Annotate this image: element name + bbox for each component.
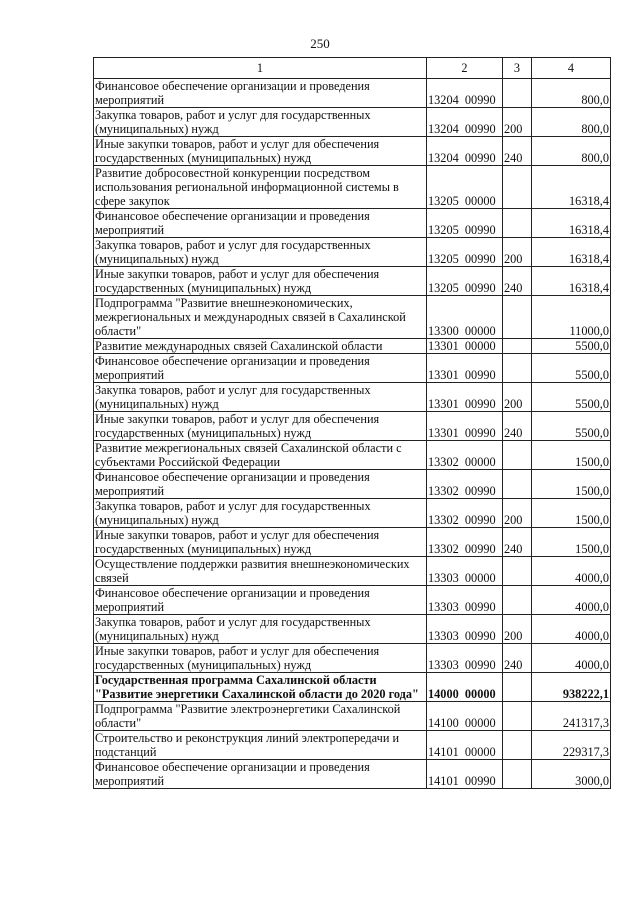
table-row	[94, 354, 611, 383]
row-sum-cell: 1500,0	[532, 528, 611, 557]
table-row	[94, 238, 611, 267]
table-row	[94, 528, 611, 557]
row-code-cell: 14101 00990	[427, 760, 503, 789]
row-sum-cell: 16318,4	[532, 209, 611, 238]
column-header-code: 2	[427, 58, 503, 79]
table-row	[94, 137, 611, 166]
table-row	[94, 673, 611, 702]
row-type-cell	[503, 209, 532, 238]
row-name-cell: Иные закупки товаров, работ и услуг для обеспечения государственных (муниципальных) нужд	[94, 267, 427, 296]
row-name-cell: Государственная программа Сахалинской области "Развитие энергетики Сахалинской области до 2020 года"	[94, 673, 427, 702]
row-type-cell	[503, 702, 532, 731]
table-row	[94, 209, 611, 238]
row-type-cell	[503, 557, 532, 586]
row-code-cell: 13204 00990	[427, 137, 503, 166]
row-type-cell: 240	[503, 137, 532, 166]
table-row	[94, 702, 611, 731]
row-sum-cell: 5500,0	[532, 354, 611, 383]
row-sum-cell: 1500,0	[532, 499, 611, 528]
row-name-cell: Закупка товаров, работ и услуг для государственных (муниципальных) нужд	[94, 499, 427, 528]
row-type-cell	[503, 760, 532, 789]
table-row	[94, 383, 611, 412]
row-name-cell: Развитие добросовестной конкуренции посредством использования региональной информационной системы в сфере закупок	[94, 166, 427, 209]
row-name-cell: Иные закупки товаров, работ и услуг для обеспечения государственных (муниципальных) нужд	[94, 528, 427, 557]
row-name-cell: Финансовое обеспечение организации и проведения мероприятий	[94, 470, 427, 499]
table-row	[94, 615, 611, 644]
page-number: 250	[310, 36, 330, 51]
row-code-cell: 13302 00990	[427, 499, 503, 528]
row-type-cell: 200	[503, 499, 532, 528]
table-row	[94, 412, 611, 441]
row-code-cell: 14000 00000	[427, 673, 503, 702]
row-name-cell: Развитие международных связей Сахалинской области	[94, 339, 427, 354]
row-name-cell: Закупка товаров, работ и услуг для государственных (муниципальных) нужд	[94, 238, 427, 267]
row-sum-cell: 4000,0	[532, 557, 611, 586]
row-code-cell: 13301 00990	[427, 354, 503, 383]
row-code-cell: 13205 00000	[427, 166, 503, 209]
row-name-cell: Подпрограмма "Развитие электроэнергетики Сахалинской области"	[94, 702, 427, 731]
table-row	[94, 441, 611, 470]
row-type-cell	[503, 586, 532, 615]
table-row	[94, 470, 611, 499]
row-code-cell: 13303 00990	[427, 644, 503, 673]
row-code-cell: 13204 00990	[427, 108, 503, 137]
table-row	[94, 499, 611, 528]
row-type-cell: 200	[503, 383, 532, 412]
row-type-cell	[503, 79, 532, 108]
row-sum-cell: 3000,0	[532, 760, 611, 789]
row-type-cell	[503, 354, 532, 383]
row-code-cell: 13303 00990	[427, 615, 503, 644]
row-code-cell: 13302 00000	[427, 441, 503, 470]
row-code-cell: 13301 00990	[427, 383, 503, 412]
row-name-cell: Закупка товаров, работ и услуг для государственных (муниципальных) нужд	[94, 108, 427, 137]
row-sum-cell: 229317,3	[532, 731, 611, 760]
row-sum-cell: 16318,4	[532, 166, 611, 209]
column-header-type: 3	[503, 58, 532, 79]
row-type-cell: 240	[503, 267, 532, 296]
row-type-cell: 240	[503, 412, 532, 441]
table-row	[94, 79, 611, 108]
row-name-cell: Финансовое обеспечение организации и проведения мероприятий	[94, 760, 427, 789]
row-type-cell	[503, 339, 532, 354]
row-name-cell: Закупка товаров, работ и услуг для государственных (муниципальных) нужд	[94, 615, 427, 644]
table-row	[94, 108, 611, 137]
row-type-cell	[503, 166, 532, 209]
column-header-name: 1	[94, 58, 427, 79]
row-sum-cell: 800,0	[532, 137, 611, 166]
row-type-cell: 200	[503, 238, 532, 267]
row-sum-cell: 241317,3	[532, 702, 611, 731]
row-code-cell: 13205 00990	[427, 238, 503, 267]
table-row	[94, 267, 611, 296]
row-type-cell	[503, 673, 532, 702]
table-row	[94, 557, 611, 586]
table-row	[94, 339, 611, 354]
row-sum-cell: 5500,0	[532, 339, 611, 354]
row-sum-cell: 4000,0	[532, 586, 611, 615]
row-sum-cell: 800,0	[532, 79, 611, 108]
row-name-cell: Подпрограмма "Развитие внешнеэкономических, межрегиональных и международных связей в Сахалинской области"	[94, 296, 427, 339]
row-code-cell: 13303 00990	[427, 586, 503, 615]
row-code-cell: 13301 00000	[427, 339, 503, 354]
table-row	[94, 296, 611, 339]
row-type-cell	[503, 296, 532, 339]
row-sum-cell: 5500,0	[532, 383, 611, 412]
row-sum-cell: 1500,0	[532, 470, 611, 499]
row-name-cell: Осуществление поддержки развития внешнеэкономических связей	[94, 557, 427, 586]
table-row	[94, 644, 611, 673]
row-sum-cell: 1500,0	[532, 441, 611, 470]
row-name-cell: Строительство и реконструкция линий электропередачи и подстанций	[94, 731, 427, 760]
table-header-row	[94, 58, 611, 79]
row-type-cell	[503, 441, 532, 470]
row-code-cell: 13303 00000	[427, 557, 503, 586]
row-type-cell: 240	[503, 644, 532, 673]
row-name-cell: Иные закупки товаров, работ и услуг для обеспечения государственных (муниципальных) нужд	[94, 644, 427, 673]
row-code-cell: 13204 00990	[427, 79, 503, 108]
row-sum-cell: 16318,4	[532, 238, 611, 267]
row-name-cell: Финансовое обеспечение организации и проведения мероприятий	[94, 354, 427, 383]
row-name-cell: Иные закупки товаров, работ и услуг для обеспечения государственных (муниципальных) нужд	[94, 412, 427, 441]
table-row	[94, 731, 611, 760]
row-type-cell: 200	[503, 108, 532, 137]
column-header-sum: 4	[532, 58, 611, 79]
row-sum-cell: 16318,4	[532, 267, 611, 296]
row-code-cell: 13301 00990	[427, 412, 503, 441]
row-sum-cell: 938222,1	[532, 673, 611, 702]
row-name-cell: Финансовое обеспечение организации и проведения мероприятий	[94, 586, 427, 615]
row-sum-cell: 11000,0	[532, 296, 611, 339]
row-type-cell: 240	[503, 528, 532, 557]
row-type-cell	[503, 470, 532, 499]
row-type-cell: 200	[503, 615, 532, 644]
table-row	[94, 166, 611, 209]
row-code-cell: 14101 00000	[427, 731, 503, 760]
row-code-cell: 13205 00990	[427, 209, 503, 238]
row-code-cell: 13205 00990	[427, 267, 503, 296]
row-sum-cell: 5500,0	[532, 412, 611, 441]
row-name-cell: Иные закупки товаров, работ и услуг для обеспечения государственных (муниципальных) нужд	[94, 137, 427, 166]
table-row	[94, 760, 611, 789]
row-name-cell: Закупка товаров, работ и услуг для государственных (муниципальных) нужд	[94, 383, 427, 412]
row-name-cell: Финансовое обеспечение организации и проведения мероприятий	[94, 209, 427, 238]
table-row	[94, 586, 611, 615]
row-sum-cell: 4000,0	[532, 615, 611, 644]
row-name-cell: Развитие межрегиональных связей Сахалинской области с субъектами Российской Федерации	[94, 441, 427, 470]
row-sum-cell: 4000,0	[532, 644, 611, 673]
row-code-cell: 13302 00990	[427, 528, 503, 557]
budget-table	[93, 57, 611, 789]
row-sum-cell: 800,0	[532, 108, 611, 137]
row-code-cell: 13302 00990	[427, 470, 503, 499]
row-type-cell	[503, 731, 532, 760]
row-name-cell: Финансовое обеспечение организации и проведения мероприятий	[94, 79, 427, 108]
row-code-cell: 14100 00000	[427, 702, 503, 731]
row-code-cell: 13300 00000	[427, 296, 503, 339]
